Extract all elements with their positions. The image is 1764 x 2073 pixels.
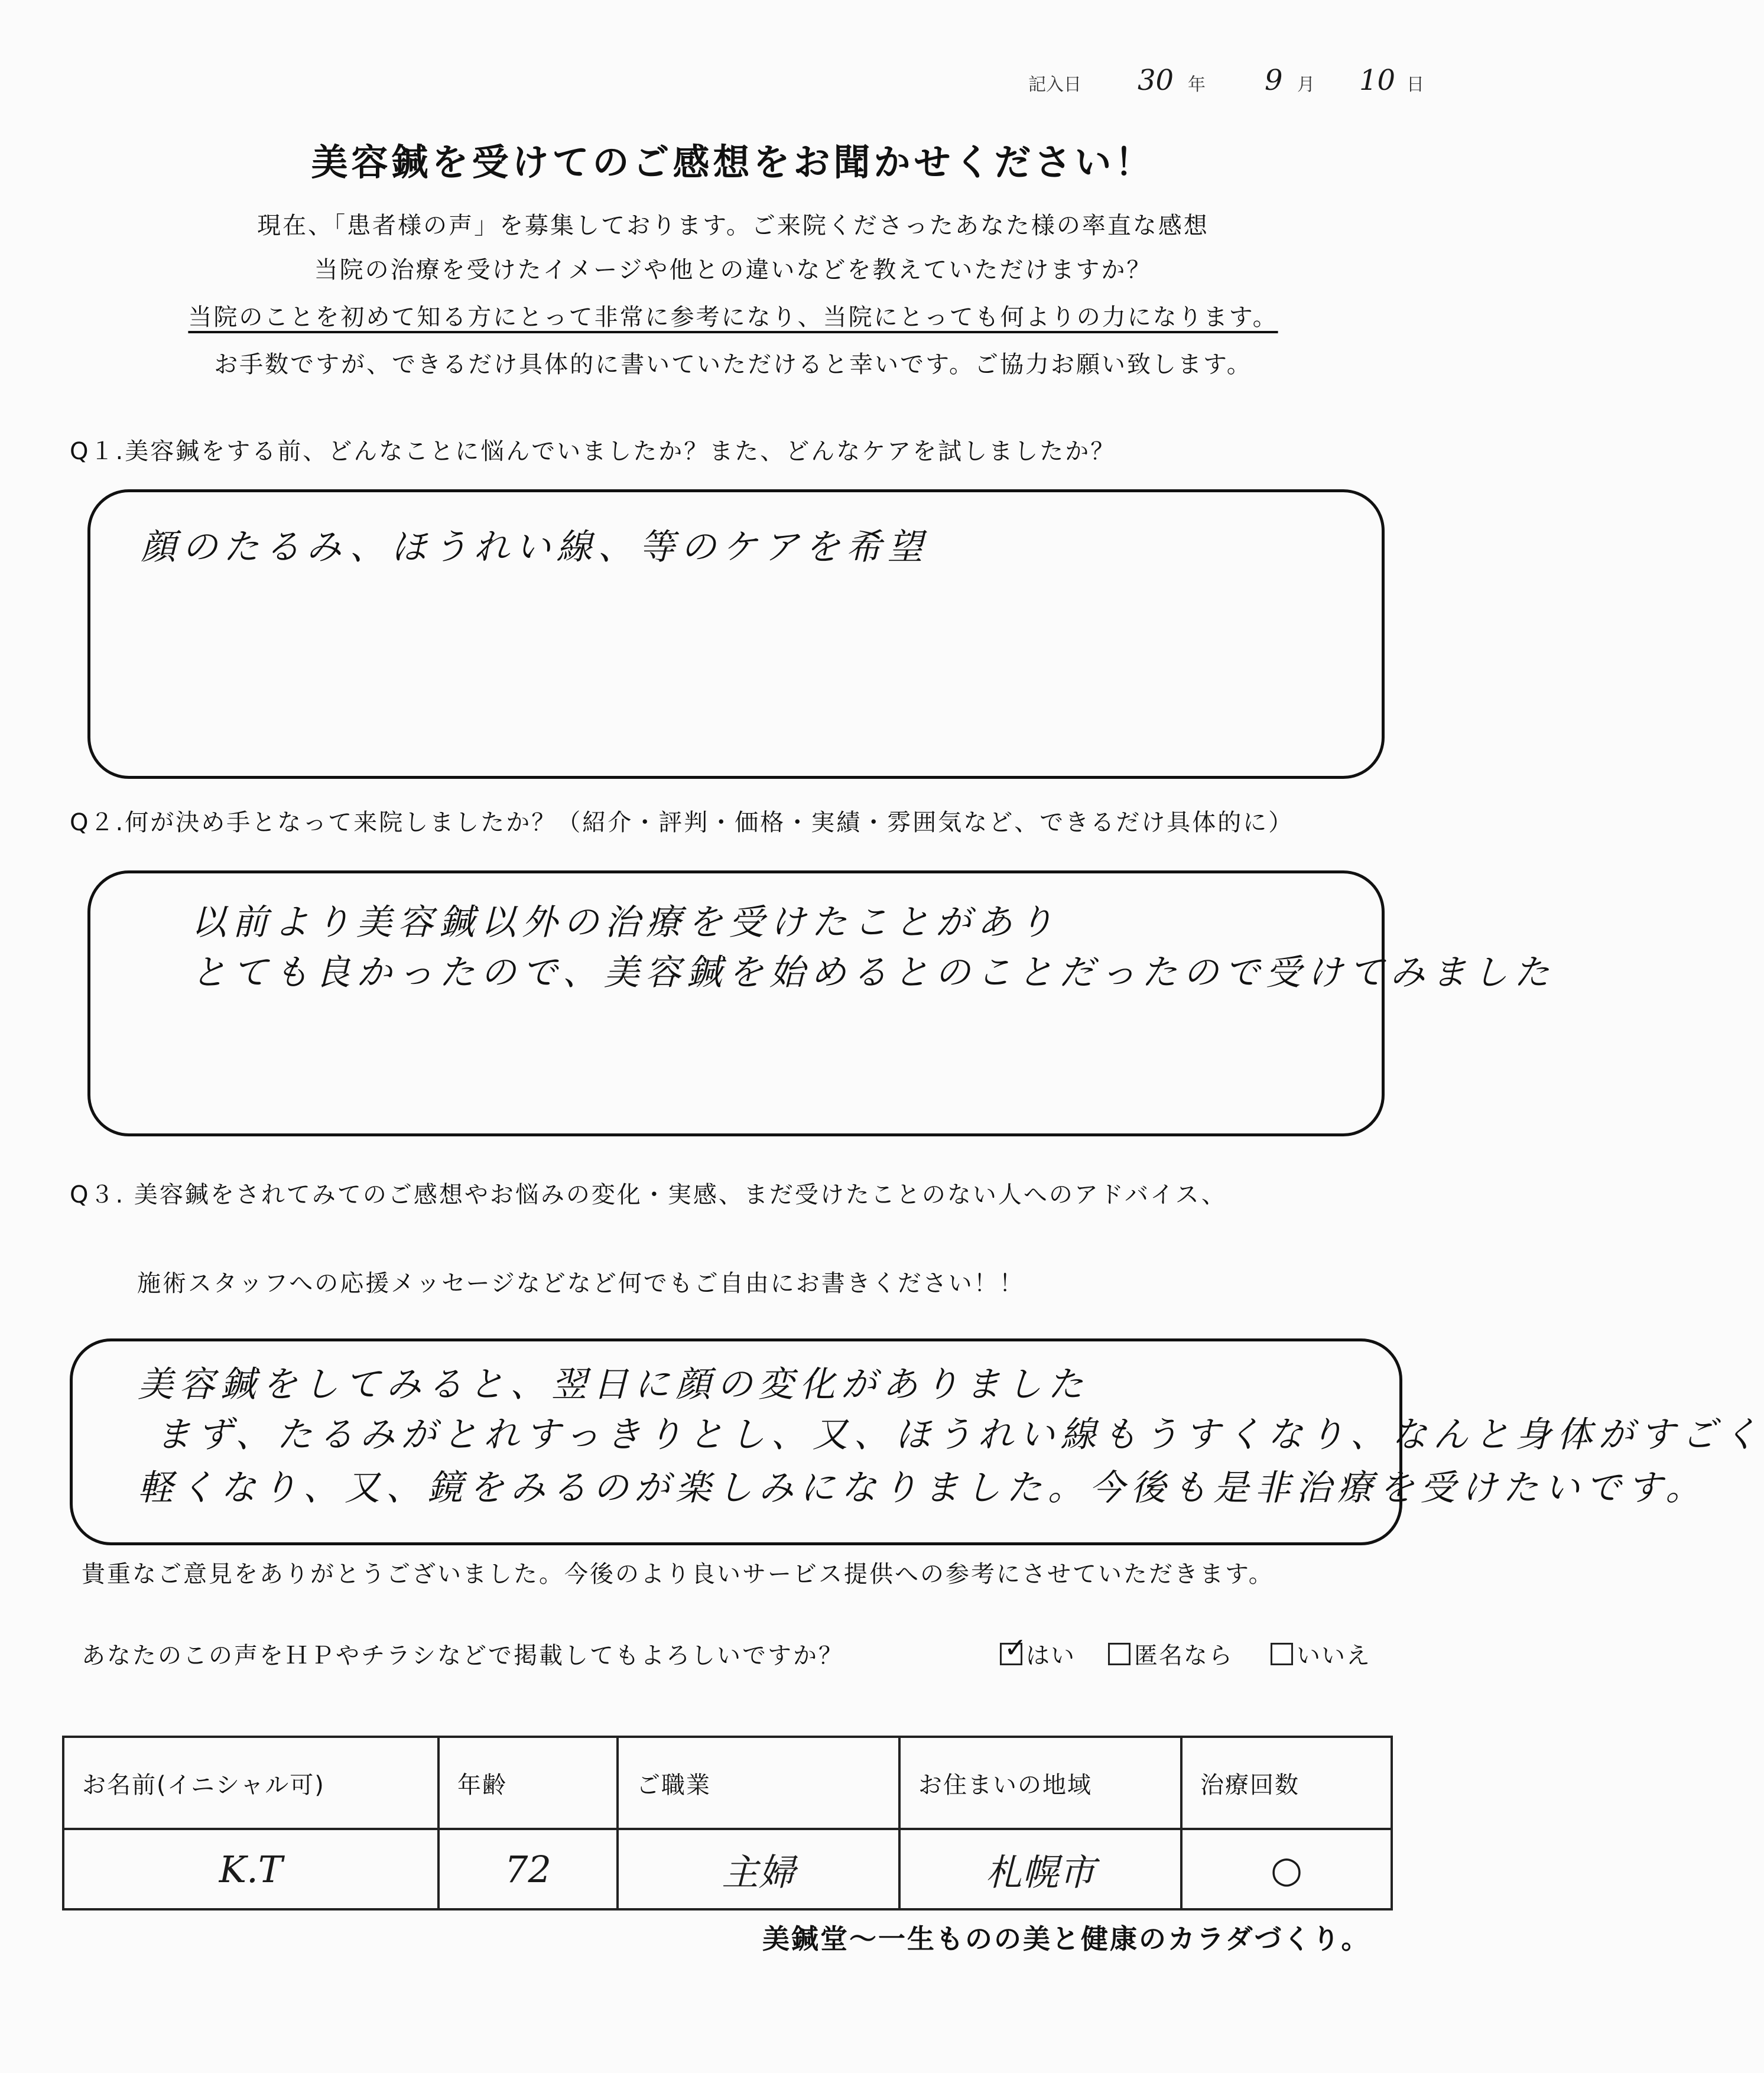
date-year-unit: 年 (1188, 74, 1206, 95)
publish-option-yes[interactable] (1000, 1631, 1076, 1671)
q2-answer-line: とても良かったので、美容鍼を始めるとのことだったので受けてみました (191, 952, 1555, 993)
q3-question-line-2: 施術スタッフへの応援メッセージなどなど何でもご自由にお書きください！！ (137, 1270, 1025, 1297)
entry-date (1028, 64, 1430, 111)
intro-line-2: 当院の治療を受けたイメージや他との違いなどを教えていただけますか？ (314, 256, 1152, 284)
option-label-no: いいえ (1297, 1642, 1371, 1669)
q1-question: Q１.美容鍼をする前、どんなことに悩んでいましたか？また、どんなケアを試しましたか？ (70, 438, 1116, 465)
intro-line-4: お手数ですが、できるだけ具体的に書いていただけると幸いです。ご協力お願い致します。 (214, 351, 1252, 378)
header-age: 年齢 (438, 1737, 618, 1829)
q3-answer-line: 軽くなり、又、鏡をみるのが楽しみになりました。今後も是非治療を受けたいです。 (138, 1467, 1707, 1509)
value-name: K.T (63, 1829, 438, 1909)
value-region: 札幌市 (899, 1829, 1181, 1909)
table-value-row (63, 1829, 1392, 1909)
check-mark-icon: ✓ (1004, 1631, 1028, 1663)
q3-question-line-1: Q３. 美容鍼をされてみてのご感想やお悩みの変化・実感、まだ受けたことのない人へのアドバイス、 (70, 1181, 1227, 1208)
q2-answer-box (87, 870, 1555, 1136)
option-label-yes: はい (1026, 1642, 1076, 1669)
publish-option-anonymous[interactable] (1108, 1637, 1233, 1671)
publish-option-no[interactable] (1271, 1637, 1371, 1671)
intro-line-1: 現在、「患者様の声」を募集しております。ご来院くださったあなた様の率直な感想 (257, 212, 1209, 239)
header-treatment-count: 治療回数 (1181, 1737, 1392, 1829)
value-age: 72 (438, 1829, 618, 1909)
checkbox-no[interactable] (1271, 1643, 1293, 1665)
date-year-value: 30 (1138, 64, 1174, 97)
q1-answer-line: 顔のたるみ、ほうれい線、等のケアを希望 (141, 527, 929, 568)
header-occupation: ご職業 (618, 1737, 899, 1829)
date-day-value: 10 (1359, 64, 1396, 97)
header-name: お名前(イニシャル可) (63, 1737, 438, 1829)
value-treatment-count: ○ (1181, 1829, 1392, 1909)
date-label: 記入日 (1028, 74, 1081, 95)
date-month-value: 9 (1265, 64, 1283, 97)
q3-answer-line: 美容鍼をしてみると、翌日に顔の変化がありました (138, 1364, 1089, 1405)
q3-answer-line: まず、たるみがとれすっきりとし、又、ほうれい線もうすくなり、なんと身体がすごく (155, 1414, 1764, 1455)
value-occupation: 主婦 (618, 1829, 899, 1909)
q1-answer-box (87, 489, 1385, 779)
publish-question: あなたのこの声をＨＰやチラシなどで掲載してもよろしいですか？ (82, 1642, 844, 1669)
date-day-unit: 日 (1406, 74, 1424, 95)
thanks-message: 貴重なご意見をありがとうございました。今後のより良いサービス提供への参考にさせていただきます。 (82, 1561, 1274, 1588)
option-label-anonymous: 匿名なら (1134, 1642, 1233, 1669)
q2-answer-line: 以前より美容鍼以外の治療を受けたことがあり (191, 902, 1060, 943)
header-region: お住まいの地域 (899, 1737, 1181, 1829)
page-title: 美容鍼を受けてのご感想をお聞かせください！ (311, 141, 1155, 184)
clinic-tagline: 美鍼堂～一生ものの美と健康のカラダづくり。 (762, 1923, 1370, 1955)
respondent-info-table (62, 1736, 1393, 1910)
q3-answer-box (70, 1338, 1764, 1545)
intro-line-3: 当院のことを初めて知る方にとって非常に参考になり、当院にとっても何よりの力になります。 (188, 304, 1278, 331)
table-header-row (63, 1737, 1392, 1829)
q2-question: Q２.何が決め手となって来院しましたか？（紹介・評判・価格・実績・雰囲気など、できるだけ具体的に） (70, 809, 1294, 836)
date-month-unit: 月 (1297, 74, 1315, 95)
checkbox-anonymous[interactable] (1108, 1643, 1130, 1665)
checkbox-yes[interactable] (1000, 1631, 1028, 1665)
